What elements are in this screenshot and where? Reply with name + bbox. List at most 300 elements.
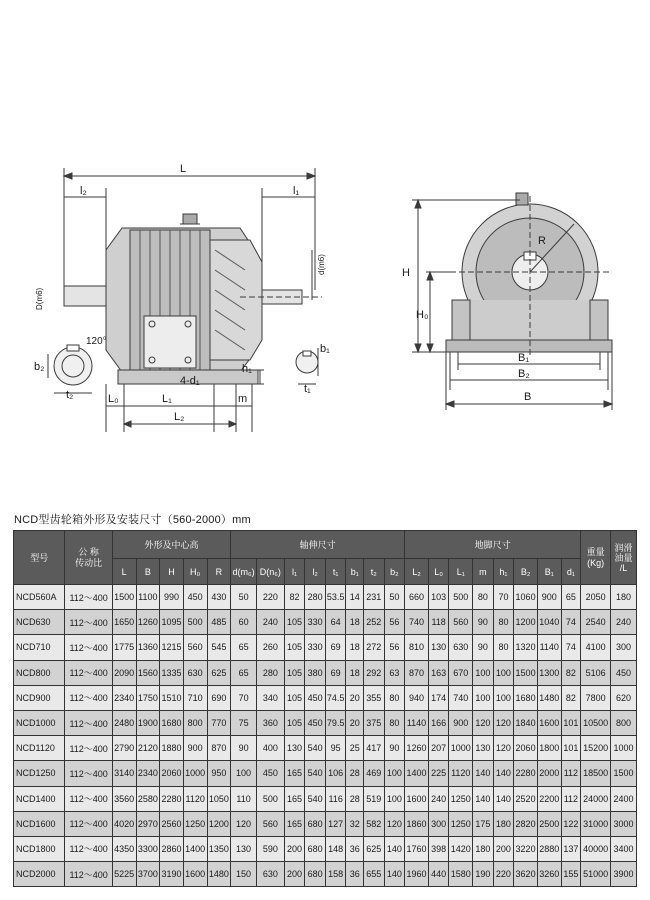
table-cell: 1480 [207, 862, 231, 887]
table-cell: 330 [305, 635, 326, 660]
table-cell: 690 [207, 685, 231, 710]
table-cell: 112～400 [65, 610, 112, 635]
label-L: L [180, 163, 187, 175]
table-cell: 163 [428, 660, 449, 685]
table-cell: 100 [473, 660, 494, 685]
table-cell: 28 [346, 786, 364, 811]
table-cell: 112～400 [65, 736, 112, 761]
table-cell: 400 [256, 736, 284, 761]
table-cell: 900 [537, 585, 561, 610]
table-row [14, 836, 637, 861]
column-header: b₁ [346, 559, 364, 585]
table-cell: 3560 [112, 786, 136, 811]
table-cell: 200 [284, 836, 305, 861]
table-cell: 300 [428, 811, 449, 836]
table-cell: 112～400 [65, 660, 112, 685]
column-header: b₂ [384, 559, 405, 585]
model-cell: NCD2000 [14, 862, 65, 887]
column-header: H [160, 559, 184, 585]
table-cell: 10500 [581, 710, 611, 735]
table-cell: 710 [183, 685, 207, 710]
table-cell: 280 [256, 660, 284, 685]
table-cell: 2790 [112, 736, 136, 761]
table-cell: 140 [384, 836, 405, 861]
header-shaft: 轴伸尺寸 [231, 531, 405, 559]
model-cell: NCD1600 [14, 811, 65, 836]
column-header: h₁ [493, 559, 514, 585]
table-cell: 95 [325, 736, 346, 761]
header-model: 型号 [14, 531, 65, 585]
table-cell: 140 [384, 862, 405, 887]
table-cell: 28 [346, 761, 364, 786]
table-cell: 103 [428, 585, 449, 610]
table-cell: 450 [256, 761, 284, 786]
table-cell: 1650 [112, 610, 136, 635]
table-cell: 417 [363, 736, 384, 761]
table-cell: 1140 [537, 635, 561, 660]
table-cell: 120 [473, 710, 494, 735]
table-cell: 79.5 [325, 710, 346, 735]
table-cell: 1250 [449, 811, 473, 836]
model-cell: NCD900 [14, 685, 65, 710]
column-header: m [473, 559, 494, 585]
table-cell: 105 [284, 610, 305, 635]
table-cell: 620 [611, 685, 637, 710]
column-header: H₀ [183, 559, 207, 585]
table-cell: 545 [207, 635, 231, 660]
table-cell: 120 [384, 811, 405, 836]
model-cell: NCD1120 [14, 736, 65, 761]
table-row [14, 761, 637, 786]
table-cell: 540 [305, 786, 326, 811]
table-cell: 3140 [112, 761, 136, 786]
label-H: H [402, 267, 410, 279]
table-cell: 112 [561, 786, 581, 811]
table-cell: 1360 [136, 635, 160, 660]
table-cell: 220 [256, 585, 284, 610]
column-header: L₂ [405, 559, 429, 585]
table-cell: 1680 [514, 685, 538, 710]
table-cell: 2090 [112, 660, 136, 685]
table-cell: 7800 [581, 685, 611, 710]
header-outline: 外形及中心高 [112, 531, 230, 559]
table-cell: 560 [183, 635, 207, 660]
table-cell: 70 [493, 585, 514, 610]
table-cell: 630 [183, 660, 207, 685]
table-cell: 2340 [136, 761, 160, 786]
model-cell: NCD1250 [14, 761, 65, 786]
table-cell: 82 [284, 585, 305, 610]
table-cell: 1600 [405, 786, 429, 811]
table-cell: 990 [160, 585, 184, 610]
table-cell: 18500 [581, 761, 611, 786]
table-cell: 469 [363, 761, 384, 786]
table-cell: 1860 [405, 811, 429, 836]
table-cell: 240 [611, 610, 637, 635]
label-l1: l₁ [293, 185, 300, 197]
table-cell: 112～400 [65, 635, 112, 660]
table-cell: 1900 [136, 710, 160, 735]
table-cell: 2970 [136, 811, 160, 836]
table-cell: 800 [183, 710, 207, 735]
table-cell: 74.5 [325, 685, 346, 710]
table-cell: 130 [231, 836, 257, 861]
table-cell: 14 [346, 585, 364, 610]
table-cell: 100 [473, 685, 494, 710]
column-header: D(n₆) [256, 559, 284, 585]
table-cell: 680 [305, 862, 326, 887]
table-cell: 2340 [112, 685, 136, 710]
table-title: NCD型齿轮箱外形及安装尺寸（560-2000）mm [14, 514, 251, 526]
table-cell: 180 [611, 585, 637, 610]
table-cell: 165 [284, 811, 305, 836]
table-cell: 1215 [160, 635, 184, 660]
table-cell: 1880 [160, 736, 184, 761]
table-cell: 3220 [514, 836, 538, 861]
table-cell: 3190 [160, 862, 184, 887]
table-cell: 2060 [160, 761, 184, 786]
table-cell: 100 [493, 660, 514, 685]
table-cell: 2060 [514, 736, 538, 761]
table-cell: 1260 [136, 610, 160, 635]
table-cell: 112 [561, 761, 581, 786]
column-header: t₂ [363, 559, 384, 585]
table-cell: 1960 [405, 862, 429, 887]
label-B: B [524, 391, 532, 403]
table-cell: 130 [428, 635, 449, 660]
table-cell: 110 [231, 786, 257, 811]
table-cell: 1500 [514, 660, 538, 685]
table-cell: 4100 [581, 635, 611, 660]
table-cell: 340 [256, 685, 284, 710]
table-cell: 100 [231, 761, 257, 786]
table-cell: 120 [493, 710, 514, 735]
table-cell: 137 [561, 836, 581, 861]
table-cell: 2820 [514, 811, 538, 836]
table-cell: 3300 [136, 836, 160, 861]
table-row [14, 710, 637, 735]
table-cell: 112～400 [65, 786, 112, 811]
table-cell: 1350 [207, 836, 231, 861]
table-cell: 680 [305, 836, 326, 861]
table-cell: 540 [305, 736, 326, 761]
table-cell: 2580 [136, 786, 160, 811]
table-cell: 630 [256, 862, 284, 887]
table-cell: 231 [363, 585, 384, 610]
table-cell: 60 [231, 610, 257, 635]
table-cell: 207 [428, 736, 449, 761]
table-cell: 20 [346, 685, 364, 710]
table-cell: 127 [325, 811, 346, 836]
table-cell: 740 [449, 685, 473, 710]
table-cell: 485 [207, 610, 231, 635]
label-D: D(m6) [35, 287, 44, 310]
table-cell: 625 [207, 660, 231, 685]
table-cell: 165 [284, 761, 305, 786]
table-cell: 500 [256, 786, 284, 811]
table-cell: 560 [449, 610, 473, 635]
table-cell: 1060 [514, 585, 538, 610]
table-cell: 900 [449, 710, 473, 735]
table-cell: 3400 [611, 836, 637, 861]
table-cell: 75 [231, 710, 257, 735]
table-cell: 670 [449, 660, 473, 685]
table-cell: 166 [428, 710, 449, 735]
table-cell: 590 [256, 836, 284, 861]
table-cell: 450 [183, 585, 207, 610]
table-cell: 1775 [112, 635, 136, 660]
table-cell: 112～400 [65, 836, 112, 861]
table-cell: 1000 [449, 736, 473, 761]
table-cell: 100 [384, 761, 405, 786]
header-weight: 重量 (Kg) [581, 531, 611, 585]
table-cell: 1480 [537, 685, 561, 710]
table-cell: 2860 [160, 836, 184, 861]
table-cell: 1600 [537, 710, 561, 735]
table-cell: 106 [325, 761, 346, 786]
header-foot: 地脚尺寸 [405, 531, 581, 559]
table-cell: 582 [363, 811, 384, 836]
table-cell: 50 [384, 585, 405, 610]
table-cell: 1420 [449, 836, 473, 861]
table-cell: 1120 [449, 761, 473, 786]
column-header: L₀ [428, 559, 449, 585]
table-cell: 50 [231, 585, 257, 610]
table-cell: 1040 [537, 610, 561, 635]
table-cell: 105 [284, 635, 305, 660]
table-cell: 1510 [160, 685, 184, 710]
column-header: d(m₆) [231, 559, 257, 585]
table-cell: 4020 [112, 811, 136, 836]
table-cell: 140 [493, 786, 514, 811]
table-cell: 180 [493, 811, 514, 836]
table-cell: 240 [428, 786, 449, 811]
table-cell: 220 [493, 862, 514, 887]
label-foot-holes: 4-d₁ [180, 375, 200, 387]
table-cell: 112～400 [65, 761, 112, 786]
model-cell: NCD560A [14, 585, 65, 610]
table-cell: 31000 [581, 811, 611, 836]
table-cell: 272 [363, 635, 384, 660]
table-row [14, 786, 637, 811]
model-cell: NCD710 [14, 635, 65, 660]
table-cell: 74 [561, 610, 581, 635]
table-row [14, 635, 637, 660]
column-header: L [112, 559, 136, 585]
table-cell: 140 [473, 786, 494, 811]
table-cell: 36 [346, 836, 364, 861]
table-cell: 65 [231, 635, 257, 660]
label-t2: t₂ [66, 389, 74, 401]
table-cell: 5225 [112, 862, 136, 887]
table-cell: 450 [305, 710, 326, 735]
table-cell: 1320 [514, 635, 538, 660]
table-cell: 1050 [207, 786, 231, 811]
column-header: t₁ [325, 559, 346, 585]
table-cell: 252 [363, 610, 384, 635]
table-cell: 630 [449, 635, 473, 660]
table-cell: 18 [346, 660, 364, 685]
table-cell: 440 [428, 862, 449, 887]
header-oil: 润滑 油量 /L [611, 531, 637, 585]
table-cell: 810 [405, 635, 429, 660]
label-b2: b₂ [34, 361, 45, 373]
column-header: B₁ [537, 559, 561, 585]
table-cell: 20 [346, 710, 364, 735]
table-cell: 32 [346, 811, 364, 836]
table-cell: 770 [207, 710, 231, 735]
table-cell: 398 [428, 836, 449, 861]
table-cell: 69 [325, 635, 346, 660]
table-cell: 2280 [160, 786, 184, 811]
label-L2: L₂ [174, 411, 185, 423]
table-cell: 2050 [581, 585, 611, 610]
table-cell: 375 [363, 710, 384, 735]
table-cell: 1400 [183, 836, 207, 861]
table-cell: 165 [284, 786, 305, 811]
table-cell: 2200 [537, 786, 561, 811]
column-header: d₁ [561, 559, 581, 585]
table-cell: 740 [405, 610, 429, 635]
table-cell: 112～400 [65, 710, 112, 735]
table-cell: 82 [561, 660, 581, 685]
label-R: R [538, 235, 546, 247]
model-cell: NCD800 [14, 660, 65, 685]
model-cell: NCD1400 [14, 786, 65, 811]
table-cell: 1800 [537, 736, 561, 761]
table-cell: 1680 [160, 710, 184, 735]
table-cell: 1600 [183, 862, 207, 887]
label-m: m [238, 393, 248, 405]
table-cell: 180 [473, 836, 494, 861]
table-cell: 430 [207, 585, 231, 610]
table-cell: 1000 [183, 761, 207, 786]
table-cell: 870 [207, 736, 231, 761]
table-cell: 330 [305, 610, 326, 635]
spec-table [13, 530, 637, 887]
table-cell: 105 [284, 685, 305, 710]
table-cell: 130 [284, 736, 305, 761]
table-cell: 130 [473, 736, 494, 761]
table-cell: 64 [325, 610, 346, 635]
table-cell: 90 [384, 736, 405, 761]
table-cell: 355 [363, 685, 384, 710]
table-cell: 150 [231, 862, 257, 887]
table-cell: 70 [231, 685, 257, 710]
table-cell: 105 [284, 660, 305, 685]
table-cell: 63 [384, 660, 405, 685]
table-row [14, 736, 637, 761]
table-cell: 148 [325, 836, 346, 861]
table-cell: 155 [561, 862, 581, 887]
table-cell: 900 [183, 736, 207, 761]
table-cell: 2500 [537, 811, 561, 836]
table-cell: 680 [305, 811, 326, 836]
table-cell: 101 [561, 710, 581, 735]
table-cell: 82 [561, 685, 581, 710]
table-cell: 1260 [405, 736, 429, 761]
table-cell: 140 [493, 761, 514, 786]
table-cell: 1750 [136, 685, 160, 710]
table-cell: 870 [405, 660, 429, 685]
front-view [48, 168, 322, 432]
table-cell: 540 [305, 761, 326, 786]
table-cell: 1500 [112, 585, 136, 610]
table-cell: 1200 [207, 811, 231, 836]
table-cell: 36 [346, 862, 364, 887]
label-h1: h₁ [242, 363, 252, 375]
table-cell: 18 [346, 635, 364, 660]
table-cell: 1500 [611, 761, 637, 786]
table-cell: 80 [384, 685, 405, 710]
table-cell: 3620 [514, 862, 538, 887]
table-cell: 380 [305, 660, 326, 685]
label-b1: b₁ [320, 343, 330, 355]
table-cell: 655 [363, 862, 384, 887]
table-cell: 120 [231, 811, 257, 836]
label-l2: l₂ [80, 185, 87, 197]
table-cell: 80 [384, 710, 405, 735]
table-row [14, 610, 637, 635]
table-cell: 2540 [581, 610, 611, 635]
table-cell: 200 [493, 836, 514, 861]
table-cell: 500 [449, 585, 473, 610]
column-header: L₁ [449, 559, 473, 585]
table-cell: 450 [305, 685, 326, 710]
table-cell: 40000 [581, 836, 611, 861]
table-cell: 100 [384, 786, 405, 811]
table-cell: 51000 [581, 862, 611, 887]
label-B2: B₂ [518, 368, 530, 380]
table-cell: 90 [231, 736, 257, 761]
header-ratio: 公 称 传动比 [65, 531, 112, 585]
table-row [14, 660, 637, 685]
table-cell: 300 [611, 635, 637, 660]
table-cell: 1840 [514, 710, 538, 735]
table-cell: 120 [493, 736, 514, 761]
label-t1: t₁ [304, 383, 311, 395]
label-L0: L₀ [108, 393, 119, 405]
table-cell: 200 [284, 862, 305, 887]
table-cell: 100 [493, 685, 514, 710]
table-cell: 800 [611, 710, 637, 735]
table-cell: 3260 [537, 862, 561, 887]
table-cell: 25 [346, 736, 364, 761]
table-cell: 1120 [183, 786, 207, 811]
table-cell: 519 [363, 786, 384, 811]
model-cell: NCD1000 [14, 710, 65, 735]
table-cell: 69 [325, 660, 346, 685]
table-cell: 90 [473, 610, 494, 635]
label-H0: H₀ [416, 309, 429, 321]
table-cell: 1580 [449, 862, 473, 887]
table-cell: 3900 [611, 862, 637, 887]
table-cell: 225 [428, 761, 449, 786]
table-cell: 1000 [611, 736, 637, 761]
table-cell: 24000 [581, 786, 611, 811]
table-cell: 1140 [405, 710, 429, 735]
table-cell: 1250 [183, 811, 207, 836]
table-cell: 56 [384, 610, 405, 635]
table-cell: 625 [363, 836, 384, 861]
table-cell: 2400 [611, 786, 637, 811]
column-header: l₂ [305, 559, 326, 585]
table-cell: 1335 [160, 660, 184, 685]
table-cell: 360 [256, 710, 284, 735]
table-cell: 3000 [611, 811, 637, 836]
table-cell: 53.5 [325, 585, 346, 610]
model-cell: NCD1800 [14, 836, 65, 861]
